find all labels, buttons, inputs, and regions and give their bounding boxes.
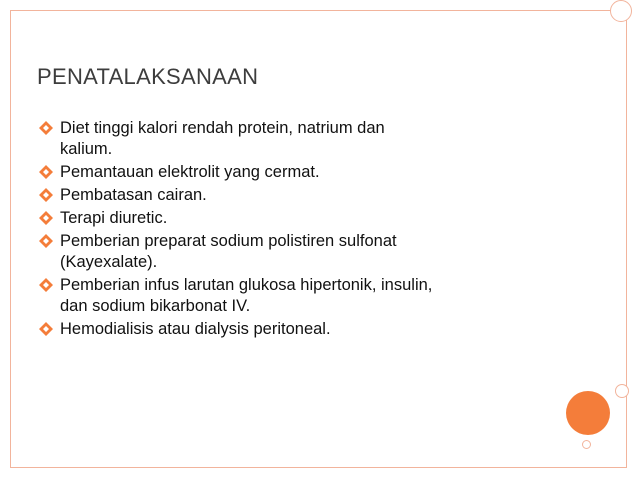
bullet-item: [37, 162, 557, 183]
bullet-text-line: Pembatasan cairan.: [60, 186, 207, 204]
bullet-text-line: Hemodialisis atau dialysis peritoneal.: [60, 320, 331, 338]
decorative-circle-tiny: [582, 440, 591, 449]
hollow-diamond-icon: [38, 164, 54, 180]
bullet-text-line: Diet tinggi kalori rendah protein, natrium dan: [60, 119, 385, 137]
hollow-diamond-icon: [38, 120, 54, 136]
bullet-item: [37, 118, 557, 160]
bullet-text-line: (Kayexalate).: [60, 253, 158, 271]
hollow-diamond-icon: [38, 321, 54, 337]
bullet-item: [37, 319, 557, 340]
decorative-circle-top: [610, 0, 632, 22]
hollow-diamond-icon: [38, 233, 54, 249]
bullet-text-line: Pemantauan elektrolit yang cermat.: [60, 163, 320, 181]
decorative-circle-small: [615, 384, 629, 398]
bullet-text-line: Pemberian preparat sodium polistiren sulfonat: [60, 232, 397, 250]
hollow-diamond-icon: [38, 277, 54, 293]
bullet-list: [37, 118, 557, 342]
bullet-item: [37, 185, 557, 206]
bullet-text-line: Pemberian infus larutan glukosa hipertonik, insulin,: [60, 276, 433, 294]
hollow-diamond-icon: [38, 187, 54, 203]
bullet-item: [37, 208, 557, 229]
bullet-text-line: kalium.: [60, 140, 113, 158]
hollow-diamond-icon: [38, 210, 54, 226]
bullet-text-line: Terapi diuretic.: [60, 209, 168, 227]
bullet-text-line: dan sodium bikarbonat IV.: [60, 297, 251, 315]
slide-title: PENATALAKSANAAN: [37, 64, 259, 89]
decorative-circle-orange: [566, 391, 610, 435]
bullet-item: [37, 231, 557, 273]
bullet-item: [37, 275, 557, 317]
